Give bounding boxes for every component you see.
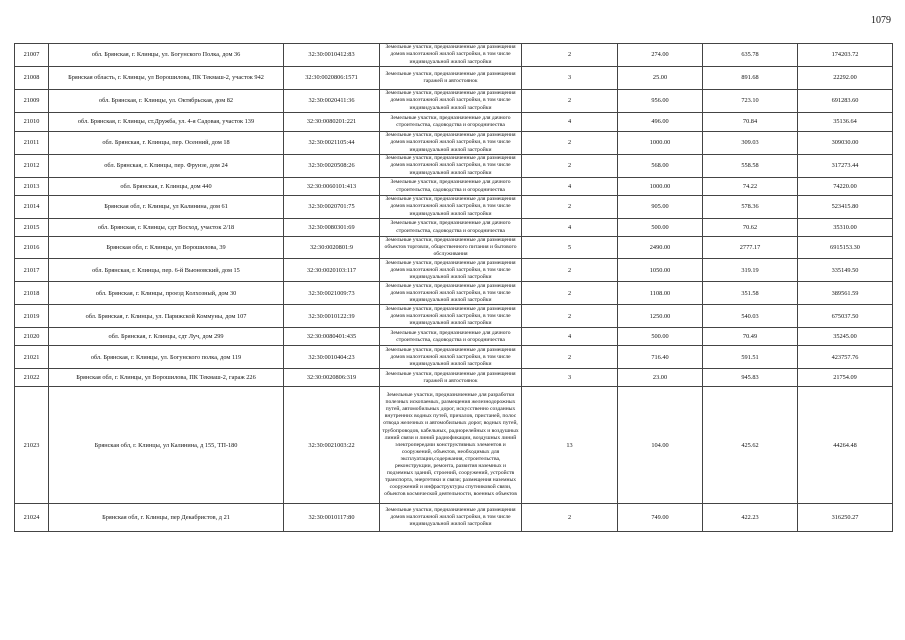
- row-category: 3: [522, 67, 618, 90]
- table-row: [15, 90, 893, 113]
- row-cadastral-value: 74220.00: [798, 178, 893, 196]
- row-address: обл. Брянская, г. Клинцы, дом 440: [49, 178, 284, 196]
- row-id: 21020: [15, 328, 49, 346]
- row-address: Брянская область, г. Клинцы, ул Ворошилова, ПК Текмаш-2, участок 942: [49, 67, 284, 90]
- row-cadastral-number: 32:30:0010404:23: [284, 346, 380, 369]
- row-id: 21023: [15, 387, 49, 504]
- row-address: обл. Брянская, г. Клинцы, пер. Фрунзе, дом 24: [49, 155, 284, 178]
- row-area: 1000.00: [618, 178, 703, 196]
- row-address: обл. Брянская, г. Клинцы, ул. Парижской Коммуны, дом 107: [49, 305, 284, 328]
- row-cadastral-value: 35245.00: [798, 328, 893, 346]
- row-unit-value: 70.62: [703, 219, 798, 237]
- row-unit-value: 635.78: [703, 44, 798, 67]
- row-address: обл. Брянская, г. Клинцы, сдт Луч, дом 299: [49, 328, 284, 346]
- row-id: 21014: [15, 196, 49, 219]
- row-land-use: Земельные участки, предназначенные для размещения гаражей и автостоянок: [380, 67, 522, 90]
- row-category: 2: [522, 90, 618, 113]
- row-cadastral-number: 32:30:0010122:39: [284, 305, 380, 328]
- row-area: 274.00: [618, 44, 703, 67]
- row-area: 716.40: [618, 346, 703, 369]
- row-id: 21022: [15, 369, 49, 387]
- row-unit-value: 319.19: [703, 259, 798, 282]
- table-row: [15, 282, 893, 305]
- row-land-use: Земельные участки, предназначенные для размещения домов малоэтажной жилой застройки, в том числе индивидуальной жилой застройки: [380, 196, 522, 219]
- row-land-use: Земельные участки, предназначенные для размещения гаражей и автостоянок: [380, 369, 522, 387]
- row-address: обл. Брянская, г. Клинцы, проезд Колхозный, дом 30: [49, 282, 284, 305]
- table-row: [15, 504, 893, 532]
- row-unit-value: 2777.17: [703, 237, 798, 259]
- row-category: 2: [522, 155, 618, 178]
- row-unit-value: 578.36: [703, 196, 798, 219]
- row-cadastral-number: 32:30:0080301:69: [284, 219, 380, 237]
- row-unit-value: 309.03: [703, 132, 798, 155]
- row-area: 25.00: [618, 67, 703, 90]
- row-cadastral-value: 675037.50: [798, 305, 893, 328]
- row-address: обл. Брянская, г. Клинцы, ст.Дружба, ул. 4-я Садовая, участок 139: [49, 113, 284, 132]
- row-address: обл. Брянская, г. Клинцы, ул. Октябрьская, дом 82: [49, 90, 284, 113]
- row-id: 21019: [15, 305, 49, 328]
- row-cadastral-value: 174203.72: [798, 44, 893, 67]
- row-area: 905.00: [618, 196, 703, 219]
- row-area: 1000.00: [618, 132, 703, 155]
- row-category: 4: [522, 113, 618, 132]
- row-address: Брянская обл, г. Клинцы, ул Калинина, дом 61: [49, 196, 284, 219]
- row-category: 4: [522, 178, 618, 196]
- row-unit-value: 891.68: [703, 67, 798, 90]
- row-unit-value: 425.62: [703, 387, 798, 504]
- row-unit-value: 540.03: [703, 305, 798, 328]
- table-row: [15, 132, 893, 155]
- row-cadastral-value: 317273.44: [798, 155, 893, 178]
- row-address: обл. Брянская, г. Клинцы, пер. Осенний, дом 18: [49, 132, 284, 155]
- row-cadastral-number: 32:30:0020411:36: [284, 90, 380, 113]
- row-unit-value: 558.58: [703, 155, 798, 178]
- row-id: 21007: [15, 44, 49, 67]
- row-unit-value: 74.22: [703, 178, 798, 196]
- row-land-use: Земельные участки, предназначенные для дачного строительства, садоводства и огородничества: [380, 328, 522, 346]
- table-row: [15, 113, 893, 132]
- row-cadastral-value: 21754.09: [798, 369, 893, 387]
- row-id: 21008: [15, 67, 49, 90]
- row-unit-value: 945.83: [703, 369, 798, 387]
- row-land-use: Земельные участки, предназначенные для размещения домов малоэтажной жилой застройки, в том числе индивидуальной жилой застройки: [380, 282, 522, 305]
- row-category: 2: [522, 132, 618, 155]
- table-row: [15, 196, 893, 219]
- row-cadastral-number: 32:30:0080201:221: [284, 113, 380, 132]
- table-row: [15, 237, 893, 259]
- row-id: 21015: [15, 219, 49, 237]
- table-row: [15, 305, 893, 328]
- row-cadastral-number: 32:30:0021003:22: [284, 387, 380, 504]
- row-address: Брянская обл, г. Клинцы, ул Калинина, д 155, ТП-180: [49, 387, 284, 504]
- row-land-use: Земельные участки, предназначенные для размещения домов малоэтажной жилой застройки, в том числе индивидуальной жилой застройки: [380, 346, 522, 369]
- row-category: 2: [522, 44, 618, 67]
- row-cadastral-number: 32:30:0020508:26: [284, 155, 380, 178]
- row-category: 2: [522, 259, 618, 282]
- row-id: 21009: [15, 90, 49, 113]
- row-land-use: Земельные участки, предназначенные для размещения домов малоэтажной жилой застройки, в том числе индивидуальной жилой застройки: [380, 155, 522, 178]
- table-row: [15, 259, 893, 282]
- table-row: [15, 387, 893, 504]
- row-area: 1050.00: [618, 259, 703, 282]
- row-id: 21021: [15, 346, 49, 369]
- row-category: 2: [522, 346, 618, 369]
- row-cadastral-number: 32:30:0021105:44: [284, 132, 380, 155]
- row-address: обл. Брянская, г. Клинцы, пер. 6-й Вьюновский, дом 15: [49, 259, 284, 282]
- table-row: [15, 155, 893, 178]
- row-category: 3: [522, 369, 618, 387]
- row-category: 2: [522, 282, 618, 305]
- row-category: 5: [522, 237, 618, 259]
- row-area: 2490.00: [618, 237, 703, 259]
- row-cadastral-number: 32:30:0020701:75: [284, 196, 380, 219]
- row-unit-value: 422.23: [703, 504, 798, 532]
- row-land-use: Земельные участки, предназначенные для размещения домов малоэтажной жилой застройки, в том числе индивидуальной жилой застройки: [380, 44, 522, 67]
- row-cadastral-number: 32:30:0021009:73: [284, 282, 380, 305]
- row-unit-value: 351.58: [703, 282, 798, 305]
- row-cadastral-number: 32:30:0020806:319: [284, 369, 380, 387]
- row-unit-value: 70.84: [703, 113, 798, 132]
- row-category: 2: [522, 504, 618, 532]
- row-unit-value: 591.51: [703, 346, 798, 369]
- row-id: 21010: [15, 113, 49, 132]
- row-cadastral-value: 389561.59: [798, 282, 893, 305]
- row-address: Брянская обл, г. Клинцы, ул Ворошилова, 39: [49, 237, 284, 259]
- table-body: [15, 44, 893, 532]
- row-category: 4: [522, 219, 618, 237]
- row-area: 1108.00: [618, 282, 703, 305]
- row-id: 21016: [15, 237, 49, 259]
- row-cadastral-value: 22292.00: [798, 67, 893, 90]
- row-unit-value: 70.49: [703, 328, 798, 346]
- row-address: обл. Брянская, г. Клинцы, сдт Восход, участок 2/18: [49, 219, 284, 237]
- row-cadastral-value: 523415.80: [798, 196, 893, 219]
- table-row: [15, 328, 893, 346]
- row-land-use: Земельные участки, предназначенные для дачного строительства, садоводства и огородничества: [380, 219, 522, 237]
- row-cadastral-number: 32:30:0020806:1571: [284, 67, 380, 90]
- row-cadastral-value: 35310.00: [798, 219, 893, 237]
- row-area: 956.00: [618, 90, 703, 113]
- row-land-use: Земельные участки, предназначенные для размещения домов малоэтажной жилой застройки, в том числе индивидуальной жилой застройки: [380, 259, 522, 282]
- row-area: 568.00: [618, 155, 703, 178]
- row-cadastral-value: 35136.64: [798, 113, 893, 132]
- row-id: 21017: [15, 259, 49, 282]
- row-id: 21018: [15, 282, 49, 305]
- row-category: 4: [522, 328, 618, 346]
- row-address: обл. Брянская, г. Клинцы, ул. Богунского полка, дом 119: [49, 346, 284, 369]
- row-area: 1250.00: [618, 305, 703, 328]
- row-address: обл. Брянская, г. Клинцы, ул. Богунского Полка, дом 36: [49, 44, 284, 67]
- row-cadastral-number: 32:30:0020801:9: [284, 237, 380, 259]
- row-land-use: Земельные участки, предназначенные для размещения домов малоэтажной жилой застройки, в том числе индивидуальной жилой застройки: [380, 305, 522, 328]
- row-area: 496.00: [618, 113, 703, 132]
- row-cadastral-value: 423757.76: [798, 346, 893, 369]
- row-cadastral-number: 32:30:0020103:117: [284, 259, 380, 282]
- row-id: 21011: [15, 132, 49, 155]
- page-number: 1079: [871, 15, 891, 26]
- row-id: 21024: [15, 504, 49, 532]
- row-id: 21013: [15, 178, 49, 196]
- table-row: [15, 346, 893, 369]
- row-cadastral-number: 32:30:0060101:413: [284, 178, 380, 196]
- cadastral-value-table: [14, 43, 893, 532]
- row-area: 500.00: [618, 219, 703, 237]
- row-cadastral-value: 316250.27: [798, 504, 893, 532]
- table-row: [15, 219, 893, 237]
- row-cadastral-number: 32:30:0010412:83: [284, 44, 380, 67]
- row-land-use: Земельные участки, предназначенные для разработки полезных ископаемых, размещения железнодорожных путей, автомобильных дорог, искусственно созданных внутренних водных путей, причалов, пристаней, полос отвода железных и автомобильных дорог, водных путей, трубопроводов, кабельных, радиорелейных и воздушных линий связи и линий радиофикации, воздушных линий электропередачи конструктивных элементов и сооружений, объектов, необходимых для эксплуатации,содержания, строительства, реконструкции, ремонта, развития наземных и подземных зданий, строений, сооружений, устройств транспорта, энергетики и связи; размещения наземных сооружений и инфраструктуры спутниковой связи, объектов космической деятельности, военных объектов: [380, 387, 522, 504]
- row-area: 23.00: [618, 369, 703, 387]
- table-row: [15, 369, 893, 387]
- row-area: 749.00: [618, 504, 703, 532]
- row-land-use: Земельные участки, предназначенные для размещения объектов торговли, общественного питания и бытового обслуживания: [380, 237, 522, 259]
- row-cadastral-number: 32:30:0010117:80: [284, 504, 380, 532]
- row-id: 21012: [15, 155, 49, 178]
- row-cadastral-value: 335149.50: [798, 259, 893, 282]
- row-cadastral-number: 32:30:0080401:435: [284, 328, 380, 346]
- row-address: Брянская обл, г. Клинцы, пер Декабристов, д 21: [49, 504, 284, 532]
- row-category: 2: [522, 305, 618, 328]
- row-land-use: Земельные участки, предназначенные для дачного строительства, садоводства и огородничества: [380, 113, 522, 132]
- row-unit-value: 723.10: [703, 90, 798, 113]
- row-land-use: Земельные участки, предназначенные для дачного строительства, садоводства и огородничества: [380, 178, 522, 196]
- row-category: 2: [522, 196, 618, 219]
- row-cadastral-value: 44264.48: [798, 387, 893, 504]
- table-row: [15, 44, 893, 67]
- row-land-use: Земельные участки, предназначенные для размещения домов малоэтажной жилой застройки, в том числе индивидуальной жилой застройки: [380, 504, 522, 532]
- row-area: 104.00: [618, 387, 703, 504]
- row-area: 500.00: [618, 328, 703, 346]
- row-category: 13: [522, 387, 618, 504]
- row-land-use: Земельные участки, предназначенные для размещения домов малоэтажной жилой застройки, в том числе индивидуальной жилой застройки: [380, 132, 522, 155]
- table-row: [15, 178, 893, 196]
- row-address: Брянская обл, г. Клинцы, ул Ворошилова, ПК Текмаш-2, гараж 226: [49, 369, 284, 387]
- row-cadastral-value: 309030.00: [798, 132, 893, 155]
- row-cadastral-value: 6915153.30: [798, 237, 893, 259]
- table-row: [15, 67, 893, 90]
- row-land-use: Земельные участки, предназначенные для размещения домов малоэтажной жилой застройки, в том числе индивидуальной жилой застройки: [380, 90, 522, 113]
- row-cadastral-value: 691283.60: [798, 90, 893, 113]
